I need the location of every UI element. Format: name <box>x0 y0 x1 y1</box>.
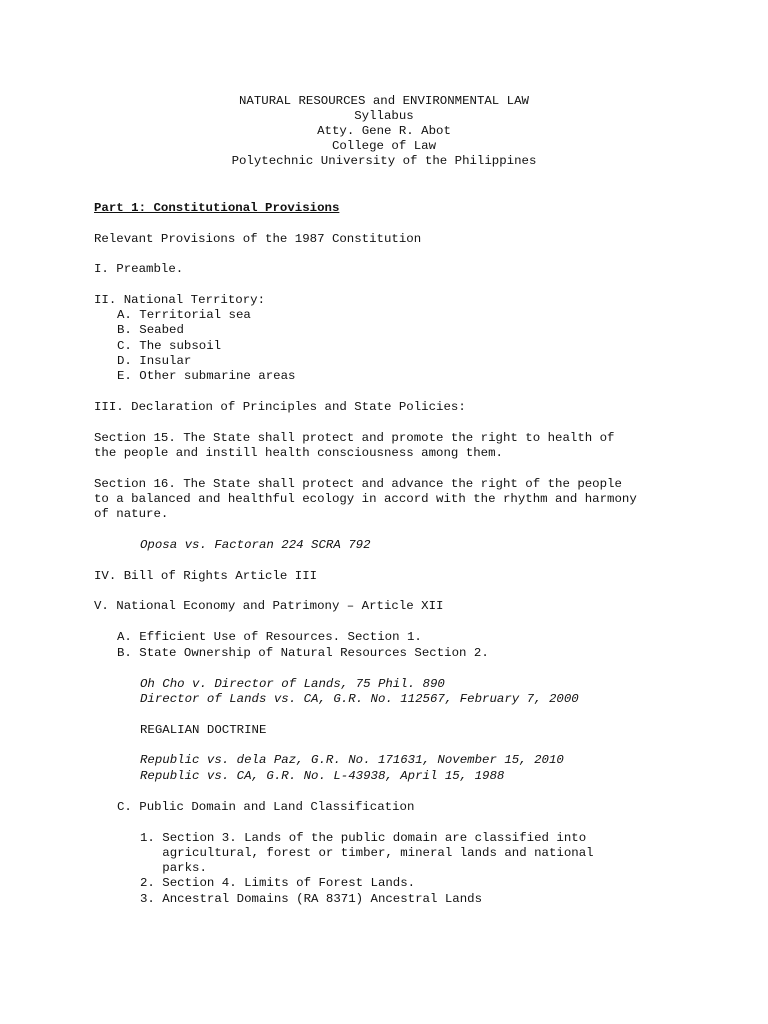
sub-item-line: 1. Section 3. Lands of the public domain are classified into <box>140 831 587 845</box>
section-16-line: to a balanced and healthful ecology in accord with the rhythm and harmony <box>94 492 637 506</box>
case-citation: Oh Cho v. Director of Lands, 75 Phil. 890 <box>140 677 445 691</box>
economy-item: A. Efficient Use of Resources. Section 1. <box>117 630 422 644</box>
document-university: Polytechnic University of the Philippines <box>231 154 537 168</box>
doctrine-label: REGALIAN DOCTRINE <box>140 723 267 737</box>
section-16-line: of nature. <box>94 507 169 521</box>
section-15-line: Section 15. The State shall protect and promote the right to health of <box>94 431 615 445</box>
section-15-line: the people and instill health consciousness among them. <box>94 446 503 460</box>
territory-item: A. Territorial sea <box>117 308 251 322</box>
territory-item: C. The subsoil <box>117 339 222 353</box>
economy-item: B. State Ownership of Natural Resources Section 2. <box>117 646 489 660</box>
principles-title: III. Declaration of Principles and State Policies: <box>94 400 466 414</box>
document-title: NATURAL RESOURCES and ENVIRONMENTAL LAW <box>239 94 529 108</box>
case-citation: Director of Lands vs. CA, G.R. No. 112567, February 7, 2000 <box>140 692 579 706</box>
sub-item-line: 3. Ancestral Domains (RA 8371) Ancestral Lands <box>140 892 483 906</box>
sub-item-line: parks. <box>140 861 207 875</box>
territory-item: B. Seabed <box>117 323 184 337</box>
sub-item-line: agricultural, forest or timber, mineral lands and national <box>140 846 594 860</box>
preamble-item: I. Preamble. <box>94 262 184 276</box>
intro-text: Relevant Provisions of the 1987 Constitution <box>94 232 422 246</box>
territory-title: II. National Territory: <box>94 293 266 307</box>
territory-item: E. Other submarine areas <box>117 369 296 383</box>
part-heading: Part 1: Constitutional Provisions <box>94 201 340 215</box>
economy-item: C. Public Domain and Land Classification <box>117 800 415 814</box>
economy-title: V. National Economy and Patrimony – Article XII <box>94 599 444 613</box>
case-citation: Oposa vs. Factoran 224 SCRA 792 <box>140 538 371 552</box>
document-subtitle: Syllabus <box>354 109 414 123</box>
document-author: Atty. Gene R. Abot <box>317 124 451 138</box>
document-college: College of Law <box>331 139 437 153</box>
case-citation: Republic vs. CA, G.R. No. L-43938, April 15, 1988 <box>140 769 505 783</box>
bill-of-rights-item: IV. Bill of Rights Article III <box>94 569 318 583</box>
territory-item: D. Insular <box>117 354 192 368</box>
section-16-line: Section 16. The State shall protect and advance the right of the people <box>94 477 622 491</box>
case-citation: Republic vs. dela Paz, G.R. No. 171631, November 15, 2010 <box>140 753 564 767</box>
sub-item-line: 2. Section 4. Limits of Forest Lands. <box>140 876 416 890</box>
